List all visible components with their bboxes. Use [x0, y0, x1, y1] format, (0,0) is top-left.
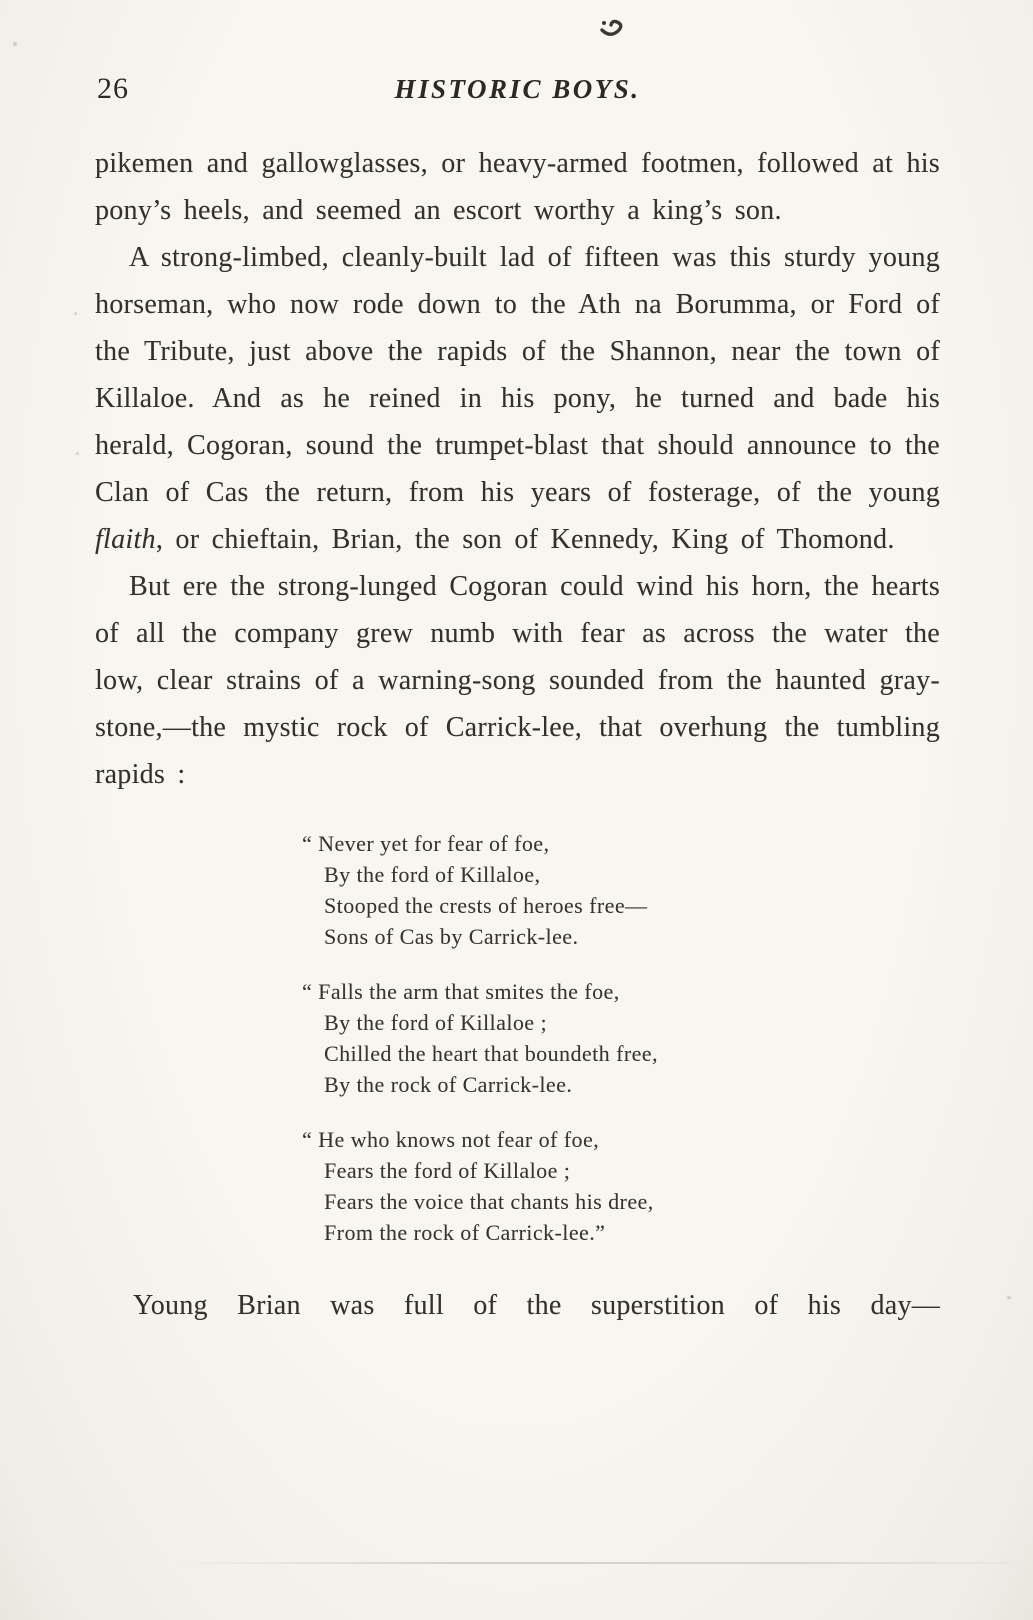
page-number: 26: [97, 72, 129, 105]
poem-stanza: [302, 828, 940, 952]
poem: [302, 828, 940, 1248]
text-segment: pikemen and gallowglasses, or heavy-armed footmen, followed at his pony’s heels, and seemed an escort worthy a king’s son.: [95, 148, 940, 226]
scan-speck: [1007, 1296, 1011, 1299]
paragraph: [95, 140, 940, 234]
running-header: [95, 68, 940, 108]
poem-line: Fears the ford of Killaloe ;: [324, 1158, 571, 1183]
paragraph: [95, 234, 940, 563]
text-segment: But ere the strong-lunged Cogoran could wind his horn, the hearts of all the company grew numb with fear as across the water the low, clear strains of a warning-song sounded from the haunted gray-stone,—the mystic rock of Carrick-lee, that overhung the tumbling rapids :: [95, 571, 940, 790]
italic-term: flaith: [95, 524, 156, 555]
poem-stanza: [302, 976, 940, 1100]
paragraph: [95, 563, 940, 798]
poem-line: By the ford of Killaloe ;: [324, 1010, 548, 1035]
body-paragraphs: [95, 140, 940, 798]
poem-line: By the ford of Killaloe,: [324, 862, 541, 887]
text-segment: A strong-limbed, cleanly-built lad of fifteen was this sturdy young horseman, who now rode down to the Ath na Borumma, or Ford of the Tribute, just above the rapids of the Shannon, near the town of Killaloe. And as he reined in his pony, he turned and bade his herald, Cogoran, sound the trumpet-blast that should announce to the Clan of Cas the return, from his years of fosterage, of the young: [95, 242, 940, 508]
poem-line: Stooped the crests of heroes free—: [324, 893, 648, 918]
page-edge-shadow: [175, 1562, 1011, 1564]
scan-speck: [74, 312, 77, 315]
poem-line: Sons of Cas by Carrick-lee.: [324, 924, 579, 949]
ink-mark-ornament: [596, 16, 630, 42]
poem-stanza: [302, 1124, 940, 1248]
text-segment: Young Brian was full of the superstition of his day—: [133, 1290, 940, 1321]
poem-line: “ Never yet for fear of foe,: [302, 831, 550, 856]
closing-paragraph-container: [95, 1282, 940, 1329]
text-block: [95, 140, 940, 1329]
scan-speck: [13, 42, 17, 46]
poem-line: From the rock of Carrick-lee.”: [324, 1220, 606, 1245]
poem-line: By the rock of Carrick-lee.: [324, 1072, 573, 1097]
text-segment: , or chieftain, Brian, the son of Kennedy, King of Thomond.: [155, 524, 895, 555]
poem-line: “ Falls the arm that smites the foe,: [302, 979, 620, 1004]
poem-line: Chilled the heart that boundeth free,: [324, 1041, 658, 1066]
running-header-title: HISTORIC BOYS.: [394, 74, 641, 104]
scan-speck: [76, 452, 79, 455]
paragraph: [95, 1282, 940, 1329]
poem-line: Fears the voice that chants his dree,: [324, 1189, 654, 1214]
poem-line: “ He who knows not fear of foe,: [302, 1127, 600, 1152]
